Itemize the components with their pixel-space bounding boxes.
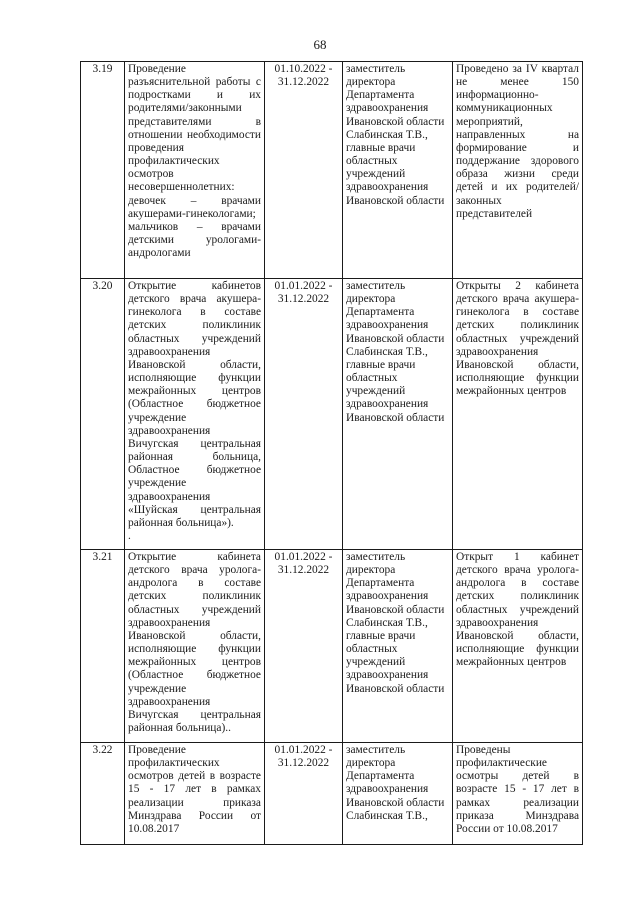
responsible-cell: заместитель директора Департамента здравоохранения Ивановской области Слабинская Т.В., главные врачи областных учреждений здравоохранения Ивановской области xyxy=(343,279,453,550)
row-number: 3.22 xyxy=(81,743,125,845)
row-number: 3.20 xyxy=(81,279,125,550)
measure-description: Проведение профилактических осмотров детей в возрасте 15 - 17 лет в рамках реализации приказа Минздрава России от 10.08.2017 xyxy=(125,743,265,845)
responsible-cell: заместитель директора Департамента здравоохранения Ивановской области Слабинская Т.В., главные врачи областных учреждений здравоохранения Ивановской области xyxy=(343,550,453,743)
plan-table xyxy=(80,61,583,845)
table-row xyxy=(81,550,583,743)
table-row xyxy=(81,279,583,550)
result-cell: Проведено за IV квартал не менее 150 информационно-коммуникационных мероприятий, направленных на формирование и поддержание здорового образа жизни среди детей и их родителей/ законных представителей xyxy=(453,62,583,279)
measure-description: Открытие кабинетов детского врача акушера-гинеколога в составе детских поликлиник областных учреждений здравоохранения Ивановской области, исполняющие функции межрайонных центров (Областное бюджетное учреждение здравоохранения Вичугская центральная районная больница, Областное бюджетное учреждение здравоохранения «Шуйская центральная районная больница»). . xyxy=(125,279,265,550)
row-number: 3.21 xyxy=(81,550,125,743)
measure-description: Открытие кабинета детского врача уролога-андролога в составе детских поликлиник областных учреждений здравоохранения Ивановской области, исполняющие функции межрайонных центров (Областное бюджетное учреждение здравоохранения Вичугская центральная районная больница).. xyxy=(125,550,265,743)
responsible-cell: заместитель директора Департамента здравоохранения Ивановской области Слабинская Т.В., xyxy=(343,743,453,845)
result-cell: Открыт 1 кабинет детского врача уролога-андролога в составе детских поликлиник областных учреждений здравоохранения Ивановской области, исполняющие функции межрайонных центров xyxy=(453,550,583,743)
table-row xyxy=(81,62,583,279)
page-number: 68 xyxy=(313,37,327,52)
responsible-cell: заместитель директора Департамента здравоохранения Ивановской области Слабинская Т.В., главные врачи областных учреждений здравоохранения Ивановской области xyxy=(343,62,453,279)
table-row xyxy=(81,743,583,845)
result-cell: Проведены профилактические осмотры детей в возрасте 15 - 17 лет в рамках реализации приказа Минздрава России от 10.08.2017 xyxy=(453,743,583,845)
row-number: 3.19 xyxy=(81,62,125,279)
period-cell: 01.01.2022 - 31.12.2022 xyxy=(265,743,343,845)
result-cell: Открыты 2 кабинета детского врача акушера-гинеколога в составе детских поликлиник областных учреждений здравоохранения Ивановской области, исполняющие функции межрайонных центров xyxy=(453,279,583,550)
measure-description: Проведение разъяснительной работы с подростками и их родителями/законными представителями в отношении необходимости проведения профилактических осмотров несовершеннолетних: девочек – врачами акушерами-гинекологами; мальчиков – врачами детскими урологами-андрологами xyxy=(125,62,265,279)
period-cell: 01.01.2022 - 31.12.2022 xyxy=(265,550,343,743)
period-cell: 01.01.2022 - 31.12.2022 xyxy=(265,279,343,550)
period-cell: 01.10.2022 - 31.12.2022 xyxy=(265,62,343,279)
